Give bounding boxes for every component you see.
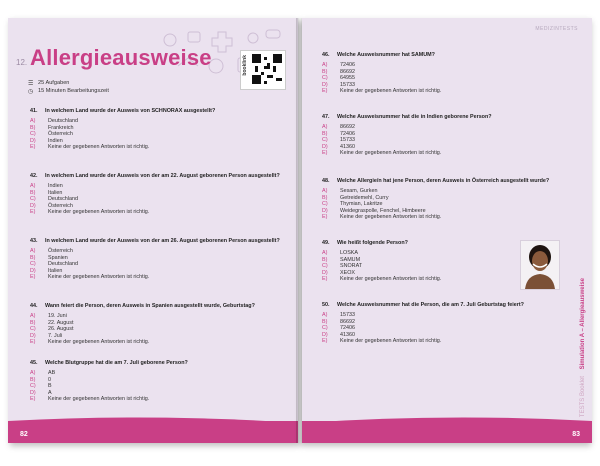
answer-option[interactable]: C) Österreich — [30, 131, 73, 138]
person-photo — [520, 240, 560, 290]
answer-option[interactable]: E) Keine der gegebenen Antworten ist richtig. — [30, 144, 150, 151]
answer-option[interactable]: D) 7. Juli — [30, 332, 63, 339]
answer-option[interactable]: B) Italien — [30, 189, 63, 196]
answer-option[interactable]: A) 19. Juni — [30, 313, 67, 320]
question-48 — [322, 178, 577, 220]
answer-option[interactable]: B) Getreidemehl, Curry — [322, 194, 389, 201]
question-47 — [322, 114, 572, 156]
answer-option[interactable]: D) 41360 — [322, 331, 355, 338]
question-text: Welche Allergie/n hat jene Person, deren Ausweis in Österreich ausgestellt wurde? — [337, 178, 550, 184]
footer-wave — [8, 415, 298, 425]
page-number: 83 — [572, 431, 580, 438]
side-label-muted: TESTS Booklet — [580, 376, 586, 418]
question-text: Welche Ausweisnummer hat SAMUM? — [337, 52, 435, 58]
answer-option[interactable]: E) Keine der gegebenen Antworten ist richtig. — [322, 150, 442, 157]
footer-wave — [302, 415, 592, 425]
question-42 — [30, 173, 290, 215]
answer-option[interactable]: C) 64955 — [322, 75, 355, 82]
answer-option[interactable]: C) B — [30, 383, 52, 390]
answer-option[interactable]: C) Deutschland — [30, 261, 78, 268]
page-number: 82 — [20, 431, 28, 438]
answer-option[interactable]: C) SNORAT — [322, 263, 363, 270]
question-number: 47. — [322, 114, 330, 120]
answer-option[interactable]: B) Spanien — [30, 254, 68, 261]
answer-option[interactable]: E) Keine der gegebenen Antworten ist richtig. — [30, 396, 150, 403]
answer-option[interactable]: A) LOSKA — [322, 250, 358, 257]
question-44 — [30, 303, 290, 345]
meta-time — [28, 88, 109, 95]
answer-option[interactable]: A) 15733 — [322, 312, 355, 319]
answer-option[interactable]: D) 15733 — [322, 81, 355, 88]
answer-option[interactable]: B) Frankreich — [30, 124, 74, 131]
answer-option[interactable]: C) 26. August — [30, 326, 74, 333]
question-45 — [30, 360, 290, 402]
answer-option[interactable]: A) Deutschland — [30, 118, 78, 125]
answer-option[interactable]: E) Keine der gegebenen Antworten ist richtig. — [322, 214, 442, 221]
chapter-number: 12. — [16, 58, 28, 67]
question-number: 41. — [30, 108, 38, 114]
answer-option[interactable]: D) Italien — [30, 267, 63, 274]
question-number: 42. — [30, 173, 38, 179]
question-text: Welche Ausweisnummer hat die Person, die am 7. Juli Geburtstag feiert? — [337, 302, 524, 308]
portrait-image — [521, 241, 559, 289]
time-text: 15 Minuten Bearbeitungszeit — [38, 88, 109, 94]
answer-option[interactable]: B) 22. August — [30, 319, 74, 326]
answer-option[interactable]: B) 72406 — [322, 130, 355, 137]
question-number: 45. — [30, 360, 38, 366]
answer-option[interactable]: D) Weidegraspolle, Fenchel, Himbeere — [322, 207, 426, 214]
answer-option[interactable]: D) 41360 — [322, 143, 355, 150]
question-number: 46. — [322, 52, 330, 58]
answer-option[interactable]: B) 0 — [30, 376, 51, 383]
question-text: Welche Ausweisnummer hat die in Indien geborene Person? — [337, 114, 492, 120]
page-title: Allergieausweise — [30, 45, 212, 70]
question-text: Welche Blutgruppe hat die am 7. Juli geborene Person? — [45, 360, 188, 366]
question-text: Wie heißt folgende Person? — [337, 240, 408, 246]
answer-option[interactable]: D) Österreich — [30, 202, 73, 209]
question-50 — [322, 302, 577, 344]
answer-option[interactable]: C) Thymian, Lakritze — [322, 201, 383, 208]
answer-option[interactable]: A) AB — [30, 370, 56, 377]
answer-option[interactable]: D) A — [30, 389, 52, 396]
left-page — [8, 18, 298, 443]
question-number: 48. — [322, 178, 330, 184]
question-text: In welchem Land wurde der Ausweis von der am 22. August geborenen Person ausgestellt? — [45, 173, 280, 179]
question-41 — [30, 108, 290, 150]
answer-option[interactable]: B) 86692 — [322, 318, 355, 325]
answer-option[interactable]: B) SAMUM — [322, 256, 361, 263]
question-number: 50. — [322, 302, 330, 308]
answer-option[interactable]: E) Keine der gegebenen Antworten ist richtig. — [30, 339, 150, 346]
question-number: 43. — [30, 238, 38, 244]
answer-option[interactable]: A) Sesam, Gurken — [322, 188, 378, 195]
answer-option[interactable]: E) Keine der gegebenen Antworten ist richtig. — [30, 209, 150, 216]
list-icon: ☰ — [28, 81, 34, 87]
clock-icon: ◷ — [28, 89, 34, 95]
qr-code[interactable] — [240, 50, 286, 90]
answer-option[interactable]: E) Keine der gegebenen Antworten ist richtig. — [322, 276, 442, 283]
question-number: 49. — [322, 240, 330, 246]
question-number: 44. — [30, 303, 38, 309]
page-footer — [302, 421, 592, 443]
page-footer — [8, 421, 298, 443]
running-header: MEDIZINTESTS — [535, 26, 578, 32]
answer-option[interactable]: A) 86692 — [322, 124, 355, 131]
answer-option[interactable]: E) Keine der gegebenen Antworten ist richtig. — [322, 338, 442, 345]
question-text: Wann feiert die Person, deren Ausweis in Spanien ausgestellt wurde, Geburtstag? — [45, 303, 255, 309]
question-text: In welchem Land wurde der Ausweis von der am 26. August geborenen Person ausgestellt? — [45, 238, 280, 244]
answer-option[interactable]: A) 72406 — [322, 62, 355, 69]
answer-option[interactable]: C) Deutschland — [30, 196, 78, 203]
question-49 — [322, 240, 512, 282]
answer-option[interactable]: B) 86692 — [322, 68, 355, 75]
side-label-main: Simulation A – Allergieausweise — [580, 278, 586, 370]
qr-code-icon — [252, 54, 282, 84]
right-page — [302, 18, 592, 443]
side-label — [580, 278, 586, 417]
answer-option[interactable]: C) 72406 — [322, 325, 355, 332]
answer-option[interactable]: C) 15733 — [322, 137, 355, 144]
question-46 — [322, 52, 572, 94]
question-43 — [30, 238, 290, 280]
answer-option[interactable]: D) XEOX — [322, 269, 355, 276]
answer-option[interactable]: E) Keine der gegebenen Antworten ist richtig. — [30, 274, 150, 281]
question-text: In welchem Land wurde der Ausweis von SCHNORAX ausgestellt? — [45, 108, 216, 114]
meta-tasks — [28, 80, 70, 87]
answer-option[interactable]: A) Indien — [30, 183, 63, 190]
answer-option[interactable]: E) Keine der gegebenen Antworten ist richtig. — [322, 88, 442, 95]
tasks-text: 25 Aufgaben — [38, 80, 70, 86]
qr-tag-label: booklink — [242, 55, 248, 76]
answer-option[interactable]: D) Indien — [30, 137, 63, 144]
answer-option[interactable]: A) Österreich — [30, 248, 73, 255]
